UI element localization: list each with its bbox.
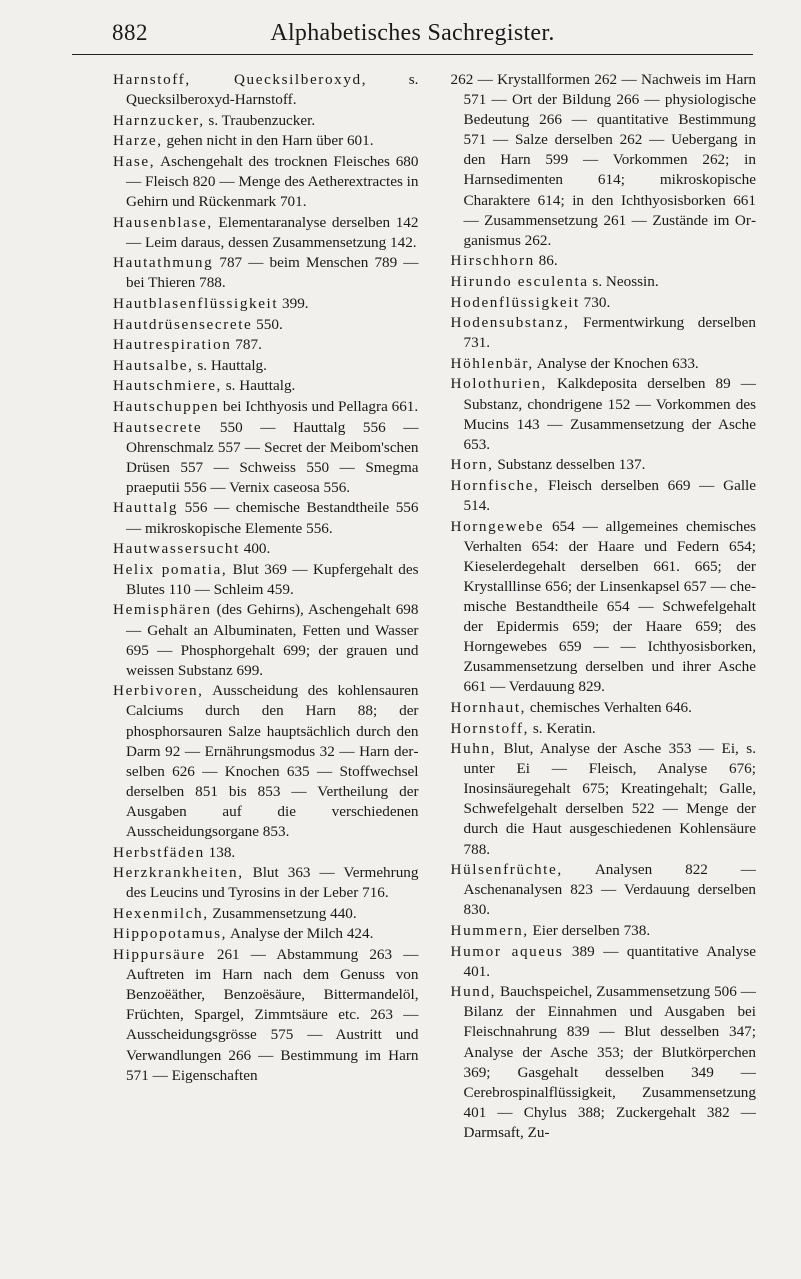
index-entry <box>451 251 757 271</box>
entry-text: s. Hauttalg. <box>193 356 267 374</box>
index-entry <box>113 945 419 1086</box>
entry-text: s. Traubenzucker. <box>204 111 316 129</box>
entry-text: Analyse der Milch 424. <box>227 925 374 943</box>
index-entry <box>113 924 419 944</box>
entry-text: 399. <box>278 295 309 313</box>
entry-headword: Hornstoff, <box>450 719 530 737</box>
entry-text: 654 — allgemeines chemisches Verhalten 654: der Haare und Federn 654; Kieselerdegehalt derselben 661. 665; der Krystalllinse 656; der Linsenkapsel 657 — chemische Bestandtheile 654 — Schwefelgehalt der Epidermis 659; der Haare 659; des Horngewebes 659 — — Ichthyosisborken, Zusammensetzung derselben und ihrer Asche 661 — Verdauung 829. <box>463 517 756 696</box>
entry-text: Blut 369 — Kupfergehalt des Blutes 110 — Schleim 459. <box>126 560 419 598</box>
index-entry <box>113 843 419 863</box>
index-entry <box>451 354 757 374</box>
entry-headword: Hase, <box>113 152 156 170</box>
entry-headword: Holothurien, <box>450 375 547 393</box>
entry-text: Analyse der Knochen 633. <box>533 354 699 372</box>
entry-text: bei Ichthyosis und Pellagra 661. <box>219 398 419 415</box>
index-entry <box>113 70 419 110</box>
entry-headword: Hemisphären <box>113 601 212 619</box>
entry-headword: Hodenflüssigkeit <box>450 293 580 311</box>
index-entry <box>113 681 419 842</box>
index-entry <box>113 213 419 253</box>
index-entry <box>451 921 757 941</box>
entry-text: 787. <box>231 336 262 354</box>
entry-text: Ausscheidung des kohlensauren Calciums durch den Harn 88; der phosphorsauren Salze hauptsächlich durch den Darm 92 — Ernährungsmodus 32 — Harn derselben 626 — Knochen 635 — Stoffwechsel derselben 851 bis 853 — Vertheilung der Ausgaben auf die verschiedenen Ausscheidungsorgane 853. <box>126 682 419 840</box>
index-entry <box>451 476 757 516</box>
entry-text: gehen nicht in den Harn über 601. <box>162 132 374 150</box>
index-entry <box>451 70 757 251</box>
entry-headword: Hautrespiration <box>113 336 232 354</box>
entry-headword: Hautsalbe, <box>113 356 194 374</box>
index-entry <box>451 739 757 860</box>
index-entry <box>451 455 757 475</box>
entry-text: 550 — Hauttalg 556 — Ohrenschmalz 557 — Secret der Meibom'schen Drüsen 557 — Schweiss 550 — Smegma praeputii 556 — Vernix caseosa 556. <box>126 418 419 496</box>
entry-text: 138. <box>204 843 236 861</box>
index-column-right <box>451 70 757 1259</box>
entry-headword: Herbstfäden <box>113 843 205 861</box>
entry-headword: Hexenmilch, <box>113 904 209 922</box>
entry-headword: Harnzucker, <box>113 111 205 129</box>
entry-headword: Humor aqueus <box>450 942 564 960</box>
entry-text: Aschengehalt des trocknen Fleisches 680 — Fleisch 820 — Menge des Aetherextractes in Gehirn und Rückenmark 701. <box>126 152 419 211</box>
page-number: 882 <box>112 20 148 45</box>
index-entry <box>451 272 757 292</box>
index-entry <box>113 253 419 293</box>
entry-headword: Herbivoren, <box>113 682 204 700</box>
index-entry <box>113 294 419 314</box>
entry-headword: Hornfische, <box>450 476 540 494</box>
entry-text: Blut 363 — Vermehrung des Leucins und Tyrosins in der Leber 716. <box>126 864 419 902</box>
entry-text: Blut, Analyse der Asche 353 — Ei, s. unter Ei — Fleisch, Analyse 676; Inosinsäuregehalt 675; Kreatingehalt; Galle, Schwefelgehalt derselben 522 — Menge der durch die Haut ausgeschiedenen Kohlensäure 788. <box>463 740 756 858</box>
entry-headword: Horngewebe <box>450 517 545 535</box>
index-entry <box>451 517 757 698</box>
entry-text: 389 — quantitative Analyse 401. <box>463 942 756 980</box>
entry-headword: Hodensubstanz, <box>450 314 570 332</box>
entry-text: Fermentwirkung derselben 731. <box>463 314 756 352</box>
entry-headword: Hornhaut, <box>450 698 527 716</box>
index-columns <box>113 70 756 1259</box>
entry-text: Bauchspeichel, Zusammensetzung 506 — Bilanz der Einnahmen und Ausgaben bei Fleischnahrung 839 — Blut desselben 347; Analyse der Asche 353; der Blutkörperchen 369; Gasgehalt desselben 349 — Cerebrospinalflüssigkeit, Zusammensetzung 401 — Chylus 388; Zuckergehalt 382 — Darmsaft, Zu- <box>463 983 756 1141</box>
entry-headword: Hund, <box>450 983 497 1001</box>
entry-text: (des Gehirns), Aschengehalt 698 — Gehalt an Albuminaten, Fetten und Wasser 695 — Phosphorgehalt 699; der grauen und weissen Substanz 699. <box>126 601 419 679</box>
index-entry <box>113 356 419 376</box>
entry-headword: Harze, <box>113 132 163 150</box>
running-header <box>72 20 753 55</box>
index-entry <box>451 860 757 920</box>
entry-text: 261 — Abstammung 263 — Auftreten im Harn nach dem Genuss von Benzoëäther, Benzoësäure, Bittermandelöl, Früchten, Spargel, Zimmtsäure etc. 263 — Ausscheidungsgrösse 575 — Austritt und Verwandlungen 266 — Bestimmung im Harn 571 — Eigenschaften <box>126 946 419 1084</box>
index-entry <box>113 498 419 538</box>
entry-headword: Hautschuppen <box>113 398 220 415</box>
index-entry <box>113 131 419 151</box>
entry-headword: Hautsecrete <box>113 418 203 436</box>
entry-headword: Hausenblase, <box>113 213 213 231</box>
entry-headword: Helix pomatia, <box>113 560 228 578</box>
index-entry <box>113 152 419 212</box>
entry-headword: Hippursäure <box>113 946 206 964</box>
entry-headword: Hautathmung <box>113 254 214 272</box>
index-entry <box>451 982 757 1143</box>
index-entry <box>113 600 419 680</box>
entry-headword: Hummern, <box>450 921 529 939</box>
index-entry <box>113 418 419 498</box>
index-entry <box>113 315 419 335</box>
entry-text: 400. <box>239 540 271 558</box>
index-entry <box>113 904 419 924</box>
entry-text: 787 — beim Menschen 789 — bei Thieren 788. <box>126 254 419 292</box>
index-entry <box>451 719 757 739</box>
index-column-left <box>113 70 419 1259</box>
entry-text: 730. <box>579 293 611 311</box>
entry-text: s. Hauttalg. <box>221 377 296 395</box>
entry-text: Analysen 822 — Aschenanalysen 823 — Verdauung derselben 830. <box>463 861 756 919</box>
entry-text: Substanz desselben 137. <box>493 456 646 474</box>
entry-headword: Hautblasenflüssigkeit <box>113 295 279 313</box>
entry-text: Kalkdeposita derselben 89 — Substanz, chondrigene 152 — Vorkommen des Mucins 143 — Zusammensetzung der Asche 653. <box>463 375 756 453</box>
index-entry <box>451 374 757 454</box>
entry-headword: Hippopotamus, <box>113 925 228 943</box>
index-entry <box>113 539 419 559</box>
entry-text: Zusammensetzung 440. <box>208 904 357 922</box>
entry-text: s. Neossin. <box>588 272 659 290</box>
index-entry <box>451 698 757 718</box>
entry-headword: Huhn, <box>450 740 497 758</box>
entry-text: 86. <box>534 252 558 270</box>
entry-headword: Hautdrüsensecrete <box>113 315 253 333</box>
index-entry <box>113 863 419 903</box>
index-entry <box>113 560 419 600</box>
entry-text: 262 — Krystallformen 262 — Nachweis im Harn 571 — Ort der Bildung 266 — physiologische Bedeutung 266 — quantitative Bestimmung 571 — Salze derselben 262 — Uebergang in den Harn 599 — Vorkommen 262; in Harnsedimenten 614; mikroskopische Charaktere 614; in den Ichthyosisborken 661 — Zusammensetzung 261 — Zustände im Organismus 262. <box>450 71 756 249</box>
index-entry <box>451 313 757 353</box>
entry-headword: Hirschhorn <box>450 252 535 270</box>
entry-text: Eier derselben 738. <box>528 921 651 939</box>
entry-headword: Harnstoff, Quecksilberoxyd, <box>113 71 368 88</box>
index-entry <box>113 111 419 131</box>
entry-text: 550. <box>252 315 283 333</box>
running-title: Alphabetisches Sachregister. <box>270 20 555 46</box>
entry-text: s. Keratin. <box>529 719 596 737</box>
index-entry <box>113 335 419 355</box>
entry-text: 556 — chemische Bestandtheile 556 — mikroskopische Elemente 556. <box>126 499 419 537</box>
entry-headword: Höhlenbär, <box>450 354 534 372</box>
entry-headword: Horn, <box>450 456 494 474</box>
entry-headword: Hirundo esculenta <box>450 272 589 290</box>
entry-headword: Hülsenfrüchte, <box>450 861 563 879</box>
entry-headword: Hautschmiere, <box>113 377 222 395</box>
entry-text: Elementaranalyse derselben 142 — Leim daraus, dessen Zusammensetzung 142. <box>126 213 419 251</box>
entry-text: chemisches Verhalten 646. <box>526 698 692 716</box>
index-entry <box>113 376 419 396</box>
entry-text: Fleisch derselben 669 — Galle 514. <box>463 476 756 514</box>
index-entry <box>113 397 419 417</box>
index-entry <box>451 293 757 313</box>
entry-headword: Hautwassersucht <box>113 540 240 558</box>
entry-text: s. Quecksilberoxyd-Harnstoff. <box>126 71 419 109</box>
entry-headword: Herzkrankheiten, <box>113 864 244 882</box>
entry-headword: Hauttalg <box>113 499 179 517</box>
index-entry <box>451 942 757 982</box>
